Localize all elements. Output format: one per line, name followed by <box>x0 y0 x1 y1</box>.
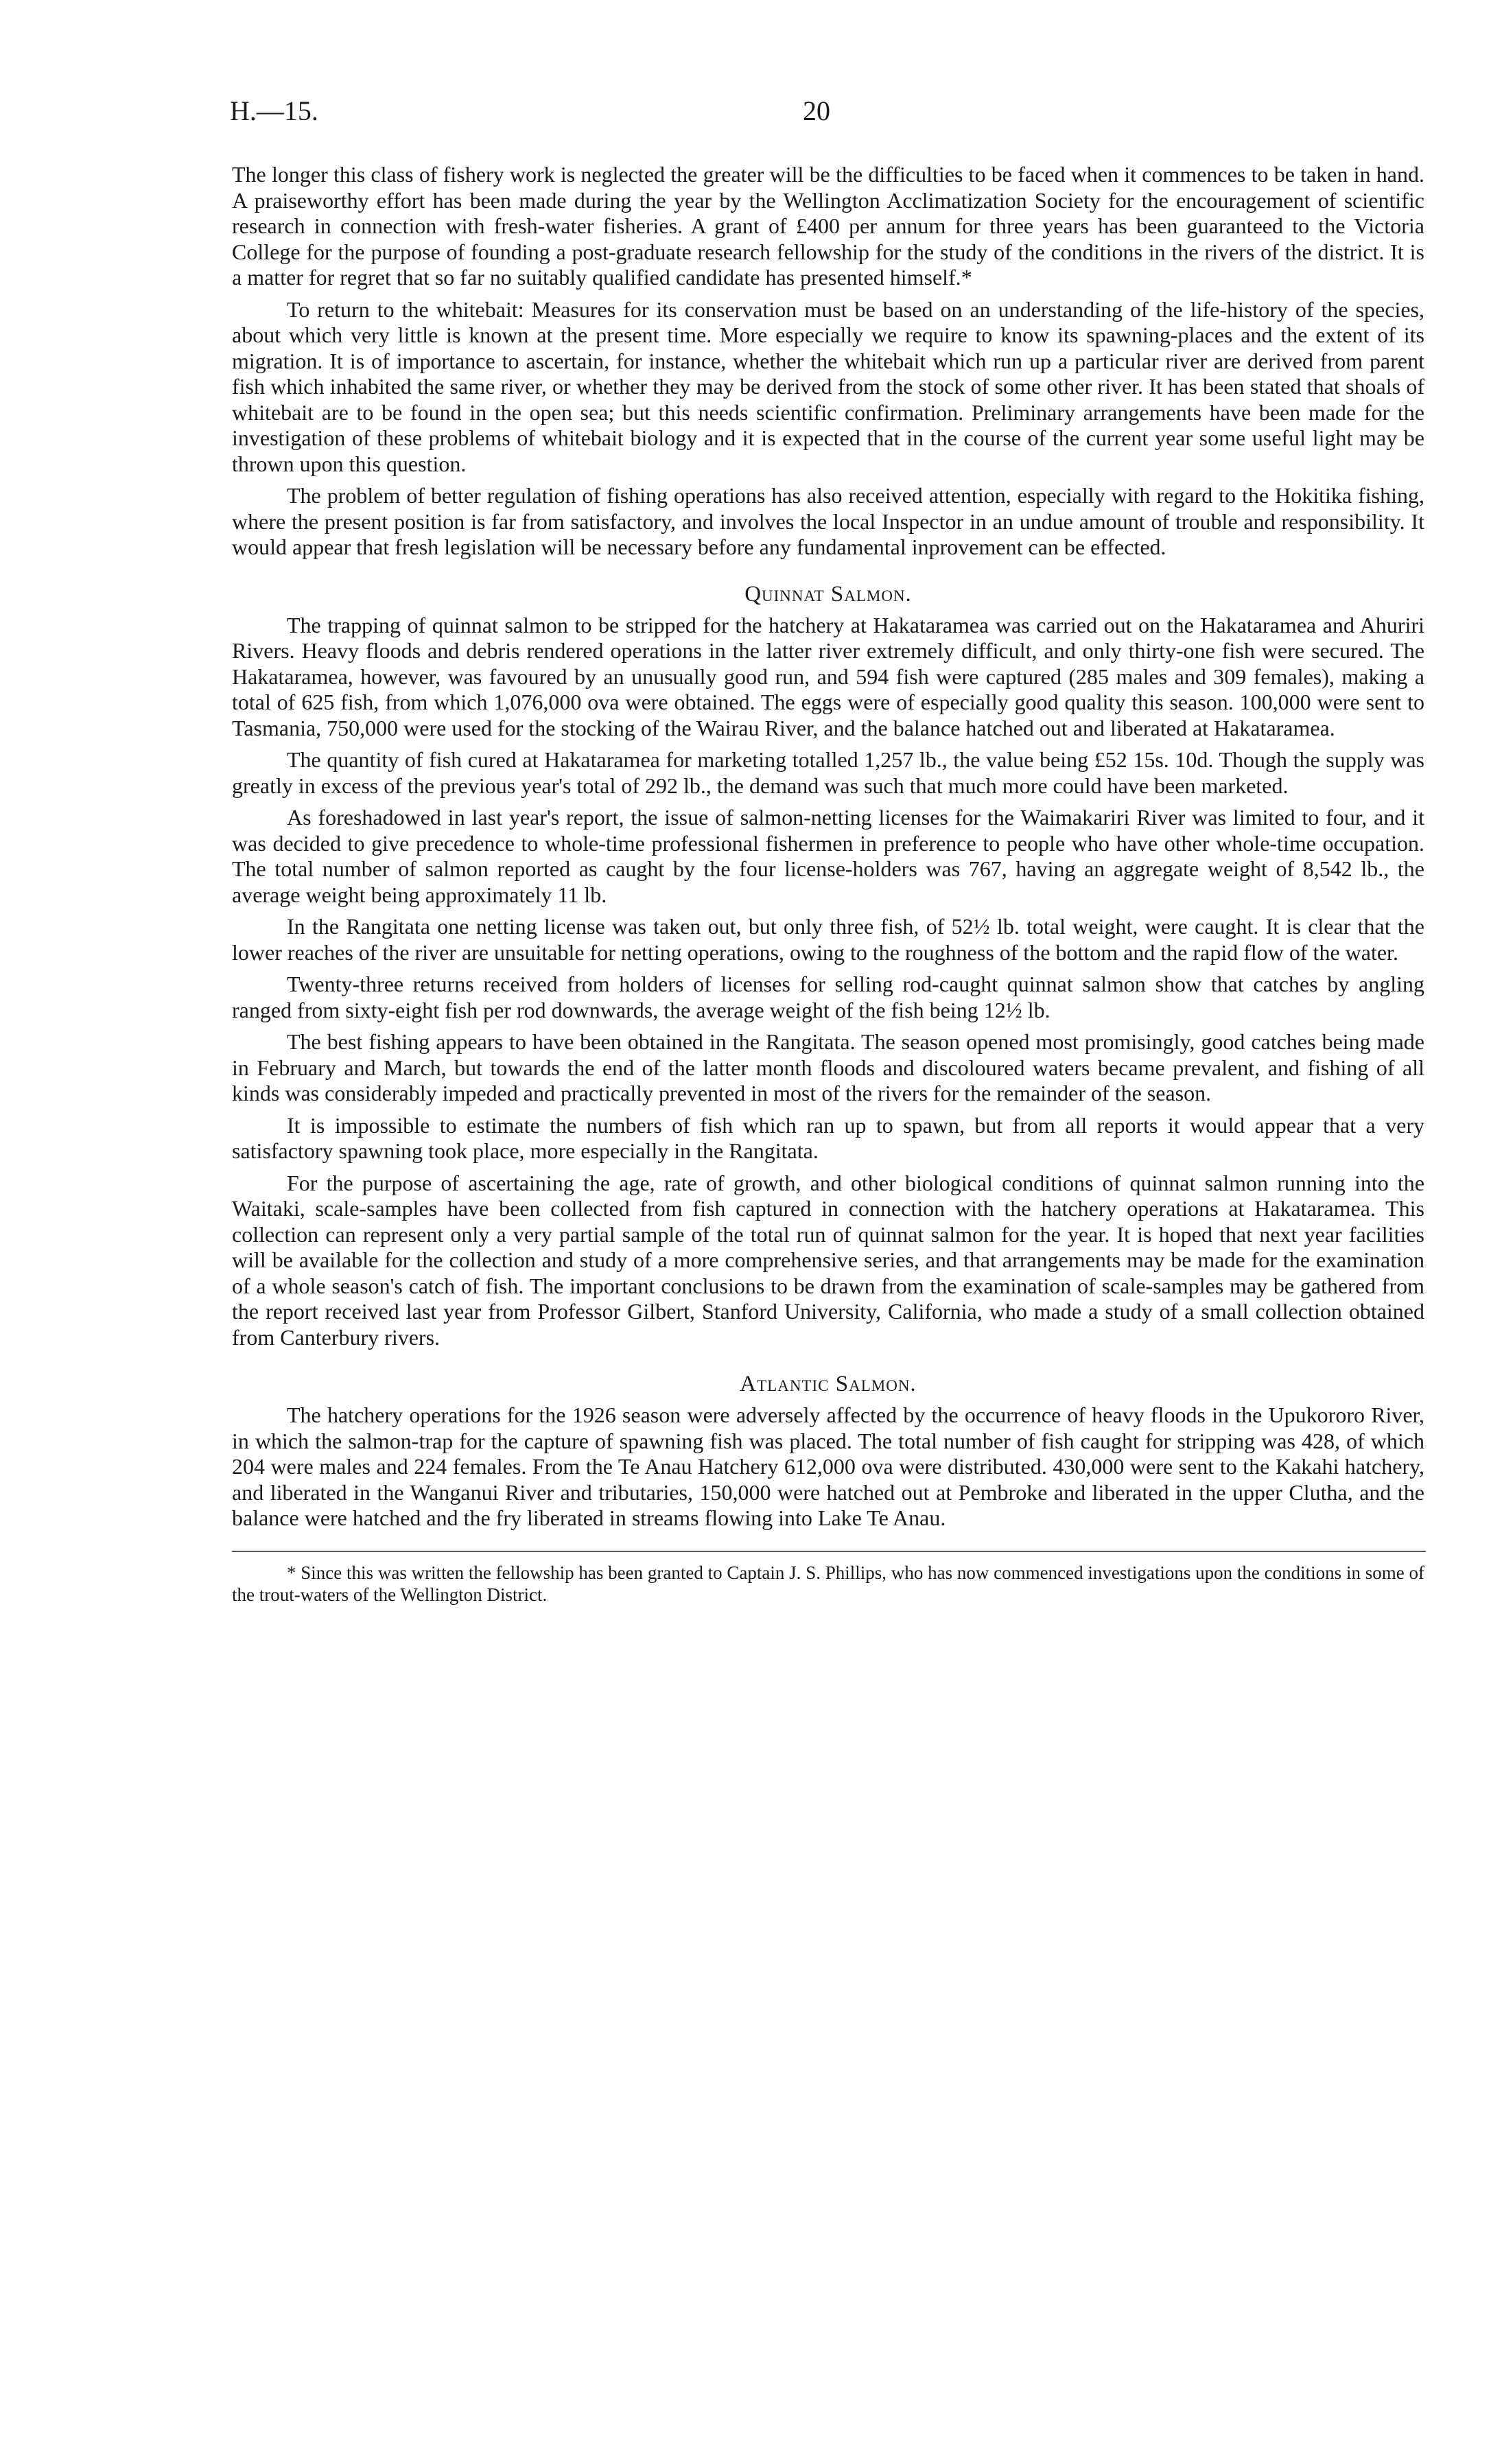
page-number: 20 <box>803 95 830 126</box>
paragraph: To return to the whitebait: Measures for its conservation must be based on an understanding of the life-history of the species, about which very little is known at the present time. More especially we require to know its spawning-places and the extent of its migration. It is of importance to ascertain, for instance, whether the whitebait which run up a particular river are derived from parent fish which inhabited the same river, or whether they may be derived from the stock of some other river. It has been stated that shoals of whitebait are to be found in the open sea; but this needs scientific confirmation. Preliminary arrangements have been made for the investigation of these problems of whitebait biology and it is expected that in the course of the current year some useful light may be thrown upon this question. <box>232 296 1424 476</box>
paragraph: The hatchery operations for the 1926 season were adversely affected by the occurrence of heavy floods in the Upukororo River, in which the salmon-trap for the capture of spawning fish was placed. The total number of fish caught for stripping was 428, of which 204 were males and 224 females. From the Te Anau Hatchery 612,000 ova were distributed. 430,000 were sent to the Kakahi hatchery, and liberated in the Wanganui River and tributaries, 150,000 were hatched out at Pembroke and liberated in the upper Clutha, and the balance were hatched and the fry liberated in streams flowing into Lake Te Anau. <box>232 1403 1424 1530</box>
paragraph: The longer this class of fishery work is neglected the greater will be the difficulties to be faced when it commences to be taken in hand. A praiseworthy effort has been made during the year by the Wellington Acclimatization Society for the encouragement of scientific research in connection with fresh-water fisheries. A grant of £400 per annum for three years has been guaranteed to the Victoria College for the purpose of founding a post-graduate research fellowship for the study of the conditions in the rivers of the district. It is a matter for regret that so far no suitably qualified candidate has presented himself.* <box>232 162 1424 290</box>
body-text <box>232 162 1424 1612</box>
paragraph: The quantity of fish cured at Hakataramea for marketing totalled 1,257 lb., the value being £52 15s. 10d. Though the supply was greatly in excess of the previous year's total of 292 lb., the demand was such that much more could have been marketed. <box>232 747 1424 798</box>
paragraph: The best fishing appears to have been obtained in the Rangitata. The season opened most promisingly, good catches being made in February and March, but towards the end of the latter month floods and discoloured waters became prevalent, and fishing of all kinds was considerably impeded and practically prevented in most of the rivers for the remainder of the season. <box>232 1029 1424 1105</box>
section-heading-atlantic-salmon: Atlantic Salmon. <box>740 1372 917 1396</box>
paragraph: Twenty-three returns received from holders of licenses for selling rod-caught quinnat salmon show that catches by angling ranged from sixty-eight fish per rod downwards, the average weight of the fish being 12½ lb. <box>232 972 1424 1022</box>
footnote-divider <box>232 1551 1426 1552</box>
report-reference: H.—15. <box>230 95 318 126</box>
running-header <box>230 95 1424 136</box>
footnote: * Since this was written the fellowship has been granted to Captain J. S. Phillips, who has now commenced investigations upon the conditions in some of the trout-waters of the Wellington District. <box>232 1562 1424 1605</box>
section-heading-quinnat-salmon: Quinnat Salmon. <box>744 581 912 607</box>
paragraph: It is impossible to estimate the numbers of fish which ran up to spawn, but from all reports it would appear that a very satisfactory spawning took place, more especially in the Rangitata. <box>232 1112 1424 1163</box>
paragraph: In the Rangitata one netting license was taken out, but only three fish, of 52½ lb. total weight, were caught. It is clear that the lower reaches of the river are unsuitable for netting operations, owing to the roughness of the bottom and the rapid flow of the water. <box>232 914 1424 965</box>
paragraph: For the purpose of ascertaining the age, rate of growth, and other biological conditions of quinnat salmon running into the Waitaki, scale-samples have been collected from fish captured in connection with the hatchery operations at Hakataramea. This collection can represent only a very partial sample of the total run of quinnat salmon for the year. It is hoped that next year facilities will be available for the collection and study of a more comprehensive series, and that arrangements may be made for the examination of a whole season's catch of fish. The important conclusions to be drawn from the examination of scale-samples may be gathered from the report received last year from Professor Gilbert, Stanford University, California, who made a study of a small collection obtained from Canterbury rivers. <box>232 1170 1424 1350</box>
paragraph: As foreshadowed in last year's report, the issue of salmon-netting licenses for the Waimakariri River was limited to four, and it was decided to give precedence to whole-time professional fishermen in preference to people who have other whole-time occupation. The total number of salmon reported as caught by the four license-holders was 767, having an aggregate weight of 8,542 lb., the average weight being approximately 11 lb. <box>232 805 1424 907</box>
paragraph: The trapping of quinnat salmon to be stripped for the hatchery at Hakataramea was carried out on the Hakataramea and Ahuriri Rivers. Heavy floods and debris rendered operations in the latter river extremely difficult, and only thirty-one fish were secured. The Hakataramea, however, was favoured by an unusually good run, and 594 fish were captured (285 males and 309 females), making a total of 625 fish, from which 1,076,000 ova were obtained. The eggs were of especially good quality this season. 100,000 were sent to Tasmania, 750,000 were used for the stocking of the Wairau River, and the balance hatched out and liberated at Hakataramea. <box>232 612 1424 740</box>
paragraph: The problem of better regulation of fishing operations has also received attention, especially with regard to the Hokitika fishing, where the present position is far from satisfactory, and involves the local Inspector in an undue amount of trouble and responsibility. It would appear that fresh legislation will be necessary before any fundamental inprovement can be effected. <box>232 483 1424 559</box>
